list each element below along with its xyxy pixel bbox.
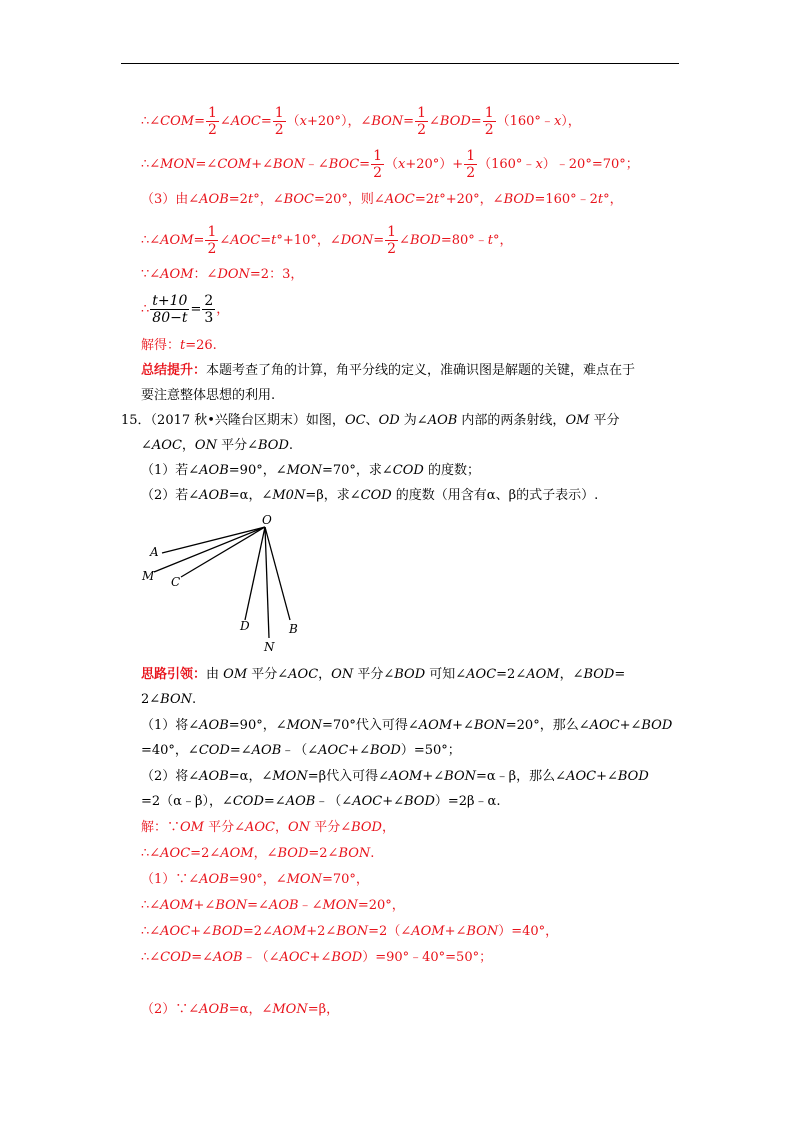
sol-line-3: （1）∵∠AOB=90°，∠MON=70°，: [141, 872, 369, 887]
solution-line-mon: ∴∠MON=∠COM+∠BON﹣∠BOC= $\frac{1}{2}$ （x+20°）+ $\frac{1}{2}$ （160°﹣x）﹣20°=70°；: [141, 148, 639, 181]
solution-line-equation: ∴ $\frac{t+10}{80-t}$ = $\frac{2}{3}$ ，: [141, 293, 230, 326]
summary-line-2: 要注意整体思想的利用.: [141, 388, 276, 403]
sol-line-4: ∴∠AOM+∠BON=∠AOB﹣∠MON=20°，: [141, 898, 405, 913]
label-n: N: [264, 640, 275, 654]
guide-step-2-line-2: =2（α﹣β），∠COD=∠AOB﹣（∠AOC+∠BOD）=2β﹣α.: [141, 794, 501, 809]
sol-line-2: ∴∠AOC=2∠AOM，∠BOD=2∠BON.: [141, 846, 375, 861]
sol-line-1: 解：∵OM 平分∠AOC，ON 平分∠BOD，: [141, 820, 395, 835]
question-15-part-1: （1）若∠AOB=90°，∠MON=70°，求∠COD 的度数；: [141, 463, 480, 478]
guide-line-2: 2∠BON.: [141, 692, 197, 707]
question-15-part-2: （2）若∠AOB=α，∠M0N=β，求∠COD 的度数（用含有α、β的式子表示）.: [141, 488, 599, 503]
ray-oc: [181, 527, 265, 577]
ray-od: [245, 527, 265, 620]
solution-part3-line: （3）由∠AOB=2t°，∠BOC=20°，则∠AOC=2t°+20°，∠BOD=160°﹣2t°，: [141, 192, 623, 207]
angle-figure: [140, 512, 310, 662]
label-o: O: [262, 513, 272, 527]
ray-on: [265, 527, 269, 638]
ray-om: [154, 527, 265, 572]
label-m: M: [142, 569, 155, 583]
label-b: B: [289, 622, 298, 636]
sol-line-5: ∴∠AOC+∠BOD=2∠AOM+2∠BON=2（∠AOM+∠BON）=40°，: [141, 924, 559, 939]
summary-line-1: 总结提升：本题考查了角的计算，角平分线的定义，准确识图是解题的关键，难点在于: [141, 363, 636, 378]
label-d: D: [240, 619, 250, 633]
solution-line-aom-don: ∴∠AOM= $\frac{1}{2}$ ∠AOC=t°+10°，∠DON= $\frac{1}{2}$ ∠BOD=80°﹣t°，: [141, 224, 513, 257]
solution-line-com-bon: ∴∠COM= $\frac{1}{2}$ ∠AOC= $\frac{1}{2}$ （x+20°），∠BON= $\frac{1}{2}$ ∠BOD= $\frac{1}{2}$ （160°﹣x），: [141, 105, 581, 138]
question-15-line-2: ∠AOC，ON 平分∠BOD.: [141, 438, 294, 453]
guide-step-2-line-1: （2）将∠AOB=α，∠MON=β代入可得∠AOM+∠BON=α﹣β，那么∠AOC+∠BOD: [141, 769, 649, 784]
header-rule: [121, 63, 679, 64]
sol-line-6: ∴∠COD=∠AOB﹣（∠AOC+∠BOD）=90°﹣40°=50°；: [141, 950, 493, 965]
summary-label: 总结提升：: [141, 363, 207, 378]
sol-line-7: （2）∵∠AOB=α，∠MON=β，: [141, 1002, 340, 1017]
solution-result: 解得：t=26.: [141, 338, 217, 353]
label-c: C: [171, 575, 181, 589]
ray-ob: [265, 527, 290, 620]
question-15-line-1: 15．（2017 秋•兴隆台区期末）如图，OC、OD 为∠AOB 内部的两条射线，OM 平分: [121, 413, 620, 428]
label-a: A: [150, 545, 159, 559]
guide-line-1: 思路引领：由 OM 平分∠AOC，ON 平分∠BOD 可知∠AOC=2∠AOM，∠BOD=: [141, 667, 626, 682]
guide-label: 思路引领：: [141, 667, 207, 682]
ray-oa: [162, 527, 265, 553]
solution-line-ratio: ∵∠AOM：∠DON=2：3，: [141, 267, 304, 282]
guide-step-1-line-2: =40°，∠COD=∠AOB﹣（∠AOC+∠BOD）=50°；: [141, 743, 461, 758]
guide-step-1-line-1: （1）将∠AOB=90°，∠MON=70°代入可得∠AOM+∠BON=20°，那么∠AOC+∠BOD: [141, 718, 673, 733]
